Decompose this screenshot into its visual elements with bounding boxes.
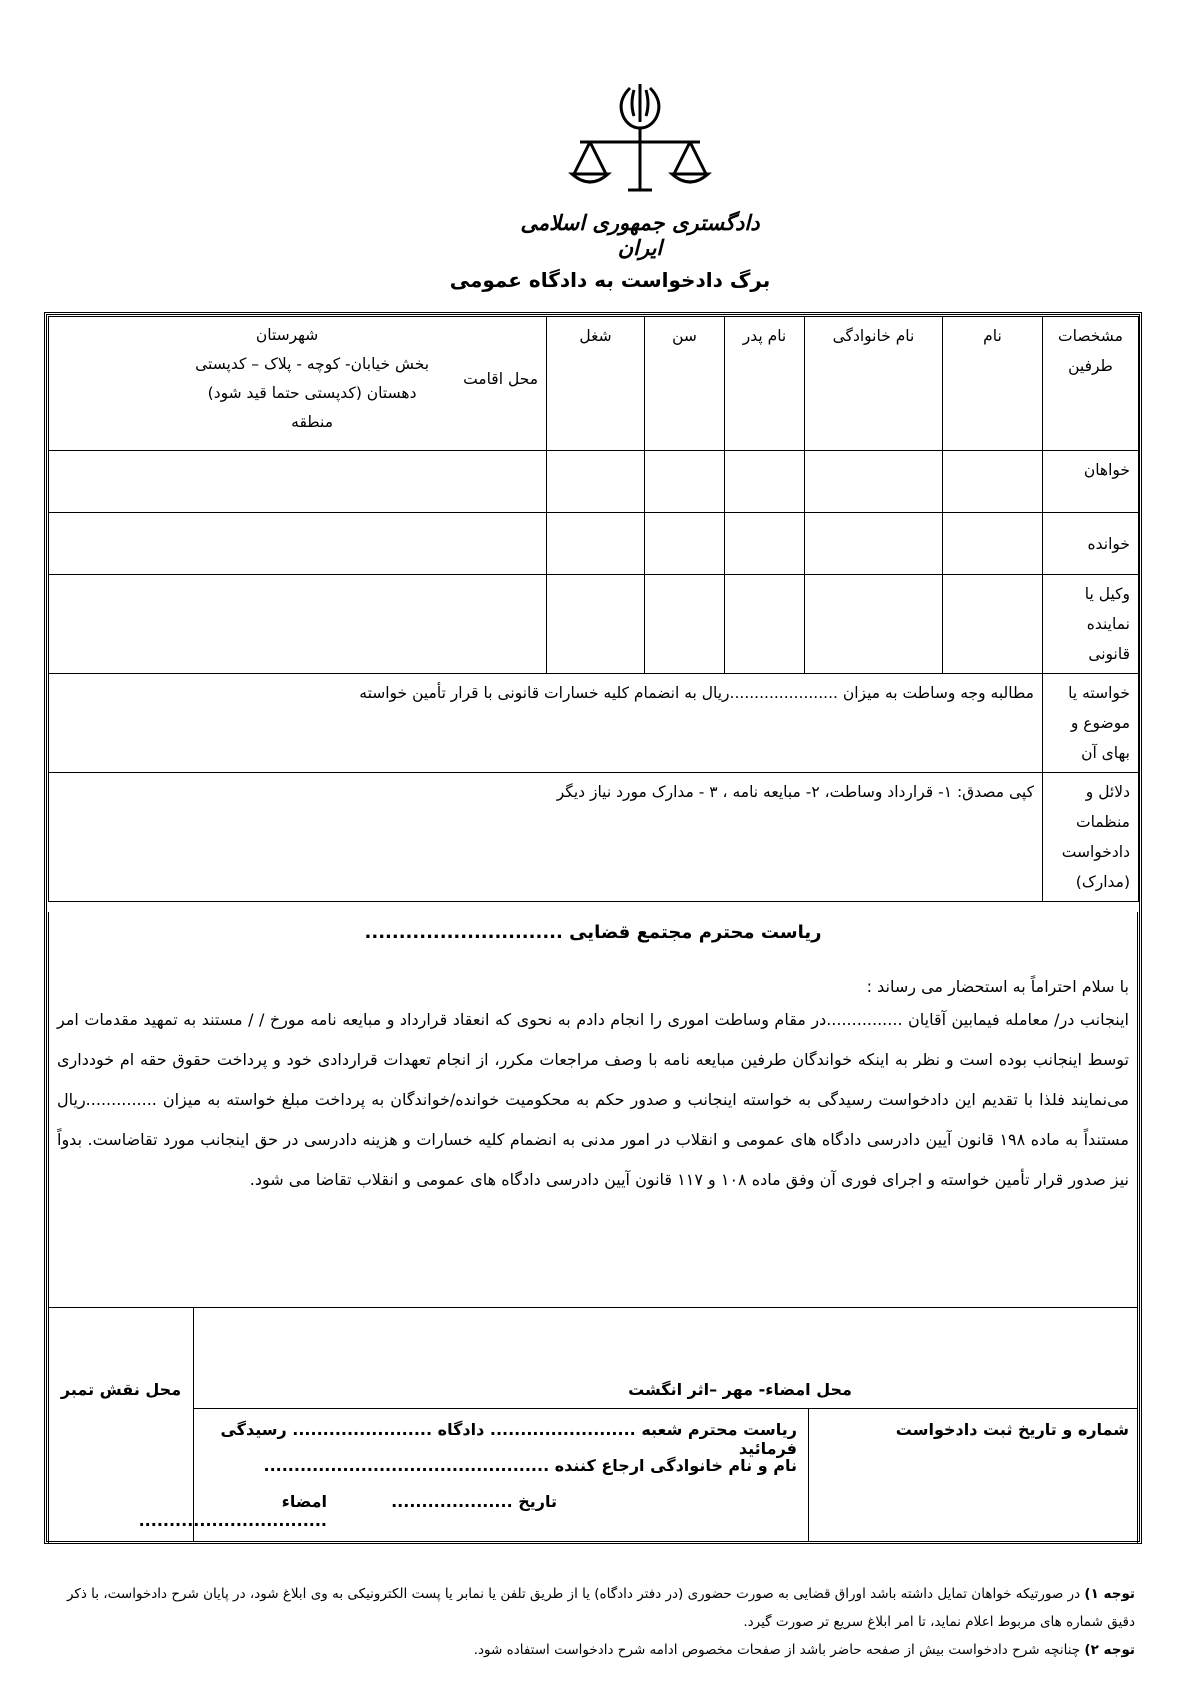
- cell-input[interactable]: [943, 451, 1043, 513]
- claim-text[interactable]: مطالبه وجه وساطت به میزان ......................ریال به انضمام کلیه خسارات قانونی با قرار تأمین خواسته: [49, 674, 1043, 773]
- header-father: نام پدر: [725, 317, 805, 451]
- table-row: [49, 674, 1139, 773]
- cell-input[interactable]: [943, 513, 1043, 575]
- cell-input[interactable]: [547, 513, 645, 575]
- referral-line1[interactable]: ریاست محترم شعبه ........................ دادگاه ....................... رسیدگی فرمائید: [220, 1420, 797, 1458]
- registration-label: شماره و تاریخ ثبت دادخواست: [895, 1420, 1129, 1439]
- cell-input[interactable]: [547, 451, 645, 513]
- cell-input[interactable]: [49, 451, 547, 513]
- row-claim: خواسته یا موضوع و بهای آن: [1043, 674, 1139, 773]
- referral-line2[interactable]: نام و نام خانوادگی ارجاع کننده ...............................................: [263, 1456, 797, 1475]
- judiciary-emblem: [560, 78, 720, 208]
- date-label[interactable]: تاریخ ....................: [391, 1492, 557, 1511]
- header-job: شغل: [547, 317, 645, 451]
- signature-section: [48, 1308, 1138, 1544]
- petition-letter: [48, 912, 1138, 1308]
- signature-label: محل امضاء- مهر –اثر انگشت: [628, 1380, 852, 1399]
- note-1: [60, 1580, 1135, 1636]
- header-family: نام خانوادگی: [805, 317, 943, 451]
- table-header-row: [49, 317, 1139, 451]
- row-evidence: دلائل و منظمات دادخواست (مدارک): [1043, 773, 1139, 902]
- cell-input[interactable]: [725, 451, 805, 513]
- judiciary-logo-text: دادگستری جمهوری اسلامی ایران: [520, 210, 760, 260]
- addr-line4: منطقه: [291, 413, 334, 431]
- header-age: سن: [645, 317, 725, 451]
- form-title: برگ دادخواست به دادگاه عمومی: [449, 268, 771, 292]
- residence-label: محل اقامت: [463, 370, 538, 388]
- cell-input[interactable]: [805, 451, 943, 513]
- cell-input[interactable]: [805, 513, 943, 575]
- divider: [808, 1408, 809, 1542]
- table-row: [49, 451, 1139, 513]
- stamp-label: محل نقش تمبر: [60, 1380, 182, 1399]
- cell-input[interactable]: [645, 575, 725, 674]
- row-plaintiff: خواهان: [1043, 451, 1139, 513]
- letter-body[interactable]: اینجانب در/ معامله فیمابین آقایان ...............در مقام وساطت اموری را انجام دادم به نحوی که انعقاد قرارداد و مبایعه نامه مورخ / / مستند به تمهید مقدمات امر توسط اینجانب بوده است و نظر به اینکه خواندگان طرفین مبایعه نامه با وصف مراجعات مکرر، از انجام تعهدات قراردادی خود و پرداخت حقوق حقه ام خودداری می‌نمایند فلذا با تقدیم این دادخواست رسیدگی به خواسته اینجانب و صدور حکم به محکومیت خوانده/خواندگان به پرداخت مبلغ خواسته به میزان ..............ریال مستنداً به ماده ۱۹۸ قانون آیین دادرسی دادگاه های عمومی و انقلاب در امور مدنی به انضمام کلیه خسارات و هزینه دادرسی در حق اینجانب مورد تقاضاست. بدواً نیز صدور قرار تأمین خواسته و اجرای فوری آن وفق ماده ۱۰۸ و ۱۱۷ قانون آیین دادرسی دادگاه های عمومی و انقلاب تقاضا می شود.: [57, 1010, 1129, 1189]
- addr-line2: بخش خیابان- کوچه - پلاک – کدپستی: [195, 355, 430, 373]
- cell-input[interactable]: [805, 575, 943, 674]
- row-attorney: وکیل یا نماینده قانونی: [1043, 575, 1139, 674]
- table-row: [49, 513, 1139, 575]
- header-name: نام: [943, 317, 1043, 451]
- parties-table: [48, 316, 1139, 902]
- evidence-text[interactable]: کپی مصدق: ۱- قرارداد وساطت، ۲- مبایعه نامه ، ۳ - مدارک مورد نیاز دیگر: [49, 773, 1043, 902]
- cell-input[interactable]: [49, 575, 547, 674]
- cell-input[interactable]: [645, 513, 725, 575]
- table-row: [49, 773, 1139, 902]
- cell-input[interactable]: [645, 451, 725, 513]
- cell-input[interactable]: [725, 513, 805, 575]
- divider: [193, 1408, 1137, 1409]
- table-row: [49, 575, 1139, 674]
- letter-heading: ریاست محترم مجتمع قضایی .............................: [364, 922, 822, 943]
- addr-line1: شهرستان: [255, 326, 319, 344]
- note1-label: توجه ۱): [1084, 1586, 1135, 1602]
- letter-greeting: با سلام احتراماً به استحضار می رساند :: [866, 977, 1129, 996]
- note1-text: در صورتیکه خواهان تمایل داشته باشد اوراق قضایی به صورت حضوری (در دفتر دادگاه) یا از طریق تلفن یا نمابر یا پست الکترونیکی به وی ابلاغ شود، در پایان شرح دادخواست، با ذکر دقیق شماره های مربوط اعلام نماید، تا امر ابلاغ سریع تر صورت گیرد.: [66, 1586, 1135, 1630]
- note-2: [60, 1636, 1135, 1664]
- row-defendant: خوانده: [1043, 513, 1139, 575]
- sign-label[interactable]: امضاء ...............................: [138, 1492, 327, 1530]
- note2-text: چنانچه شرح دادخواست بیش از صفحه حاضر باشد از صفحات مخصوص ادامه شرح دادخواست استفاده شود.: [473, 1642, 1081, 1658]
- cell-input[interactable]: [49, 513, 547, 575]
- cell-input[interactable]: [943, 575, 1043, 674]
- note2-label: توجه ۲): [1084, 1642, 1135, 1658]
- stamp-area: [49, 1308, 194, 1542]
- header-party: مشخصات طرفین: [1043, 317, 1139, 451]
- notes: [60, 1580, 1135, 1664]
- cell-input[interactable]: [725, 575, 805, 674]
- addr-line3: دهستان (کدپستی حتما قید شود): [207, 384, 417, 402]
- cell-input[interactable]: [547, 575, 645, 674]
- header-residence: [49, 317, 547, 451]
